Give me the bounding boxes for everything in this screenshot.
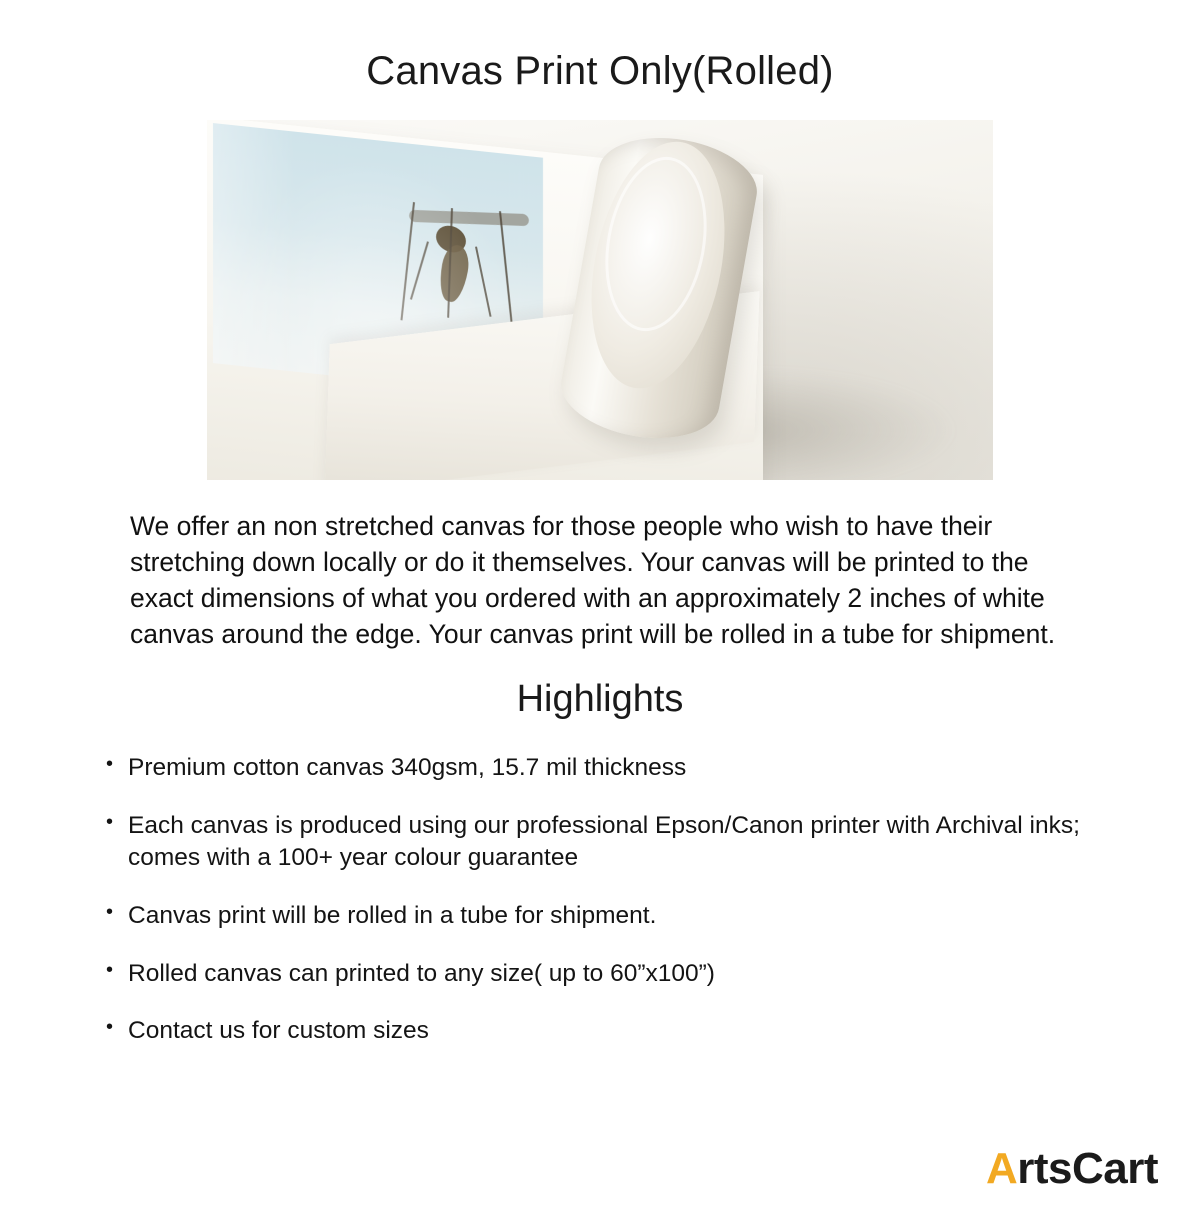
list-item: • Contact us for custom sizes	[100, 1015, 1100, 1047]
product-info-page	[0, 27, 1200, 1227]
logo-text: rtsCart	[1017, 1143, 1158, 1193]
product-description: We offer an non stretched canvas for those people who wish to have their stretching down locally or do it themselves. Your canvas will be printed to the exact dimensions of what you ordered with an approximately 2 inches of white canvas around the edge. Your canvas print will be rolled in a tube for shipment.	[130, 510, 1056, 649]
list-item: • Canvas print will be rolled in a tube for shipment.	[100, 900, 1100, 932]
product-image	[207, 120, 993, 480]
product-photo-canvas	[207, 120, 993, 480]
dragonfly-leg-shape	[447, 208, 453, 318]
artscart-logo	[985, 1143, 1158, 1193]
list-item: • Premium cotton canvas 340gsm, 15.7 mil thickness	[100, 752, 1100, 784]
logo-accent-letter: A	[985, 1143, 1018, 1193]
highlights-heading: Highlights	[516, 677, 684, 720]
list-item: • Each canvas is produced using our professional Epson/Canon printer with Archival inks; comes with a 100+ year colour guarantee	[100, 810, 1100, 874]
dragonfly-head-shape	[434, 222, 469, 256]
page-title: Canvas Print Only(Rolled)	[366, 48, 834, 93]
dragonfly-body-shape	[436, 241, 472, 304]
list-item: • Rolled canvas can printed to any size( up to 60”x100”)	[100, 958, 1100, 990]
dragonfly-leg-shape	[410, 241, 429, 300]
dragonfly-leg-shape	[400, 202, 415, 320]
dragonfly-leg-shape	[475, 246, 492, 316]
dragonfly-wing-shape	[409, 209, 530, 225]
highlights-list	[100, 752, 1100, 1047]
dragonfly-leg-shape	[499, 211, 514, 332]
